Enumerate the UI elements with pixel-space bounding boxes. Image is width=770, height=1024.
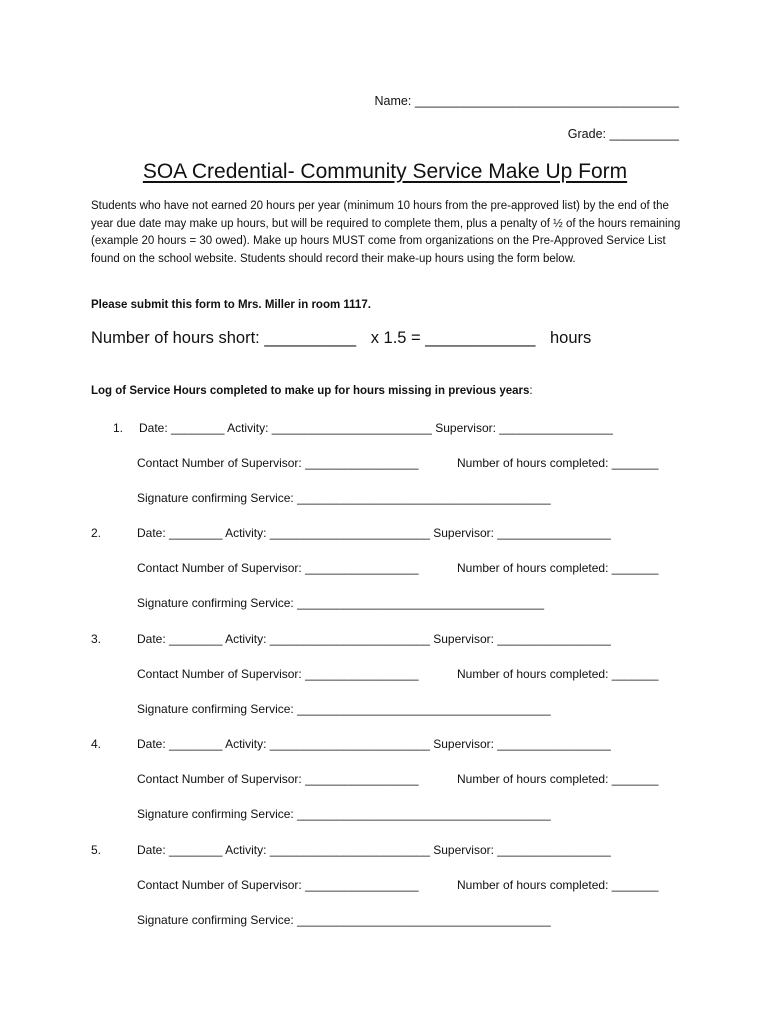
- entry-signature-line: Signature confirming Service: ______________________________________: [137, 702, 551, 716]
- entry-hours-completed: Number of hours completed: _______: [457, 561, 659, 575]
- entry-signature-line: Signature confirming Service: _____________________________________: [137, 596, 545, 610]
- grade-field-line: Grade: __________: [567, 127, 679, 141]
- entry-contact-line: Contact Number of Supervisor: _________________: [137, 456, 419, 470]
- entry-date-activity-supervisor: Date: ________ Activity: ________________________ Supervisor: _________________: [139, 421, 613, 435]
- entry-date-activity-supervisor: Date: ________ Activity: ________________________ Supervisor: _________________: [137, 737, 611, 751]
- entry-contact-line: Contact Number of Supervisor: _________________: [137, 878, 419, 892]
- entry-number: 1.: [113, 421, 124, 435]
- log-heading: [91, 385, 533, 397]
- entry-hours-completed: Number of hours completed: _______: [457, 878, 659, 892]
- hours-short-row: [91, 329, 591, 348]
- entry-number: 2.: [91, 526, 102, 540]
- entry-number: 4.: [91, 737, 102, 751]
- entry-hours-completed: Number of hours completed: _______: [457, 456, 659, 470]
- entry-contact-line: Contact Number of Supervisor: _________________: [137, 667, 419, 681]
- entry-contact-line: Contact Number of Supervisor: _________________: [137, 561, 419, 575]
- log-heading-colon: :: [529, 385, 533, 397]
- intro-paragraph: Students who have not earned 20 hours per year (minimum 10 hours from the pre-approved list) by the end of the year due date may make up hours, but will be required to complete them, plus a penalty of ½ of the hours remaining (example 20 hours = 30 owed). Make up hours MUST come from organizations on the Pre-Approved Service List found on the school website. Students should record their make-up hours using the form below.: [91, 200, 681, 265]
- entry-date-activity-supervisor: Date: ________ Activity: ________________________ Supervisor: _________________: [137, 526, 611, 540]
- entry-number: 5.: [91, 843, 102, 857]
- entry-contact-line: Contact Number of Supervisor: _________________: [137, 772, 419, 786]
- hours-short-label: Number of hours short: __________: [91, 329, 357, 347]
- entry-signature-line: Signature confirming Service: ______________________________________: [137, 913, 551, 927]
- hours-multiplier: x 1.5 = ____________: [370, 329, 536, 347]
- entry-date-activity-supervisor: Date: ________ Activity: ________________________ Supervisor: _________________: [137, 632, 611, 646]
- entry-signature-line: Signature confirming Service: ______________________________________: [137, 491, 551, 505]
- name-field-line: Name: ______________________________________: [374, 94, 679, 108]
- entry-date-activity-supervisor: Date: ________ Activity: ________________________ Supervisor: _________________: [137, 843, 611, 857]
- log-heading-text: Log of Service Hours completed to make up for hours missing in previous years: [91, 385, 530, 397]
- hours-unit: hours: [549, 329, 592, 347]
- entry-number: 3.: [91, 632, 102, 646]
- submit-instruction: Please submit this form to Mrs. Miller in room 1117.: [91, 299, 371, 311]
- form-title: SOA Credential- Community Service Make Up Form: [142, 160, 628, 183]
- entry-hours-completed: Number of hours completed: _______: [457, 667, 659, 681]
- entry-signature-line: Signature confirming Service: ______________________________________: [137, 807, 551, 821]
- entry-hours-completed: Number of hours completed: _______: [457, 772, 659, 786]
